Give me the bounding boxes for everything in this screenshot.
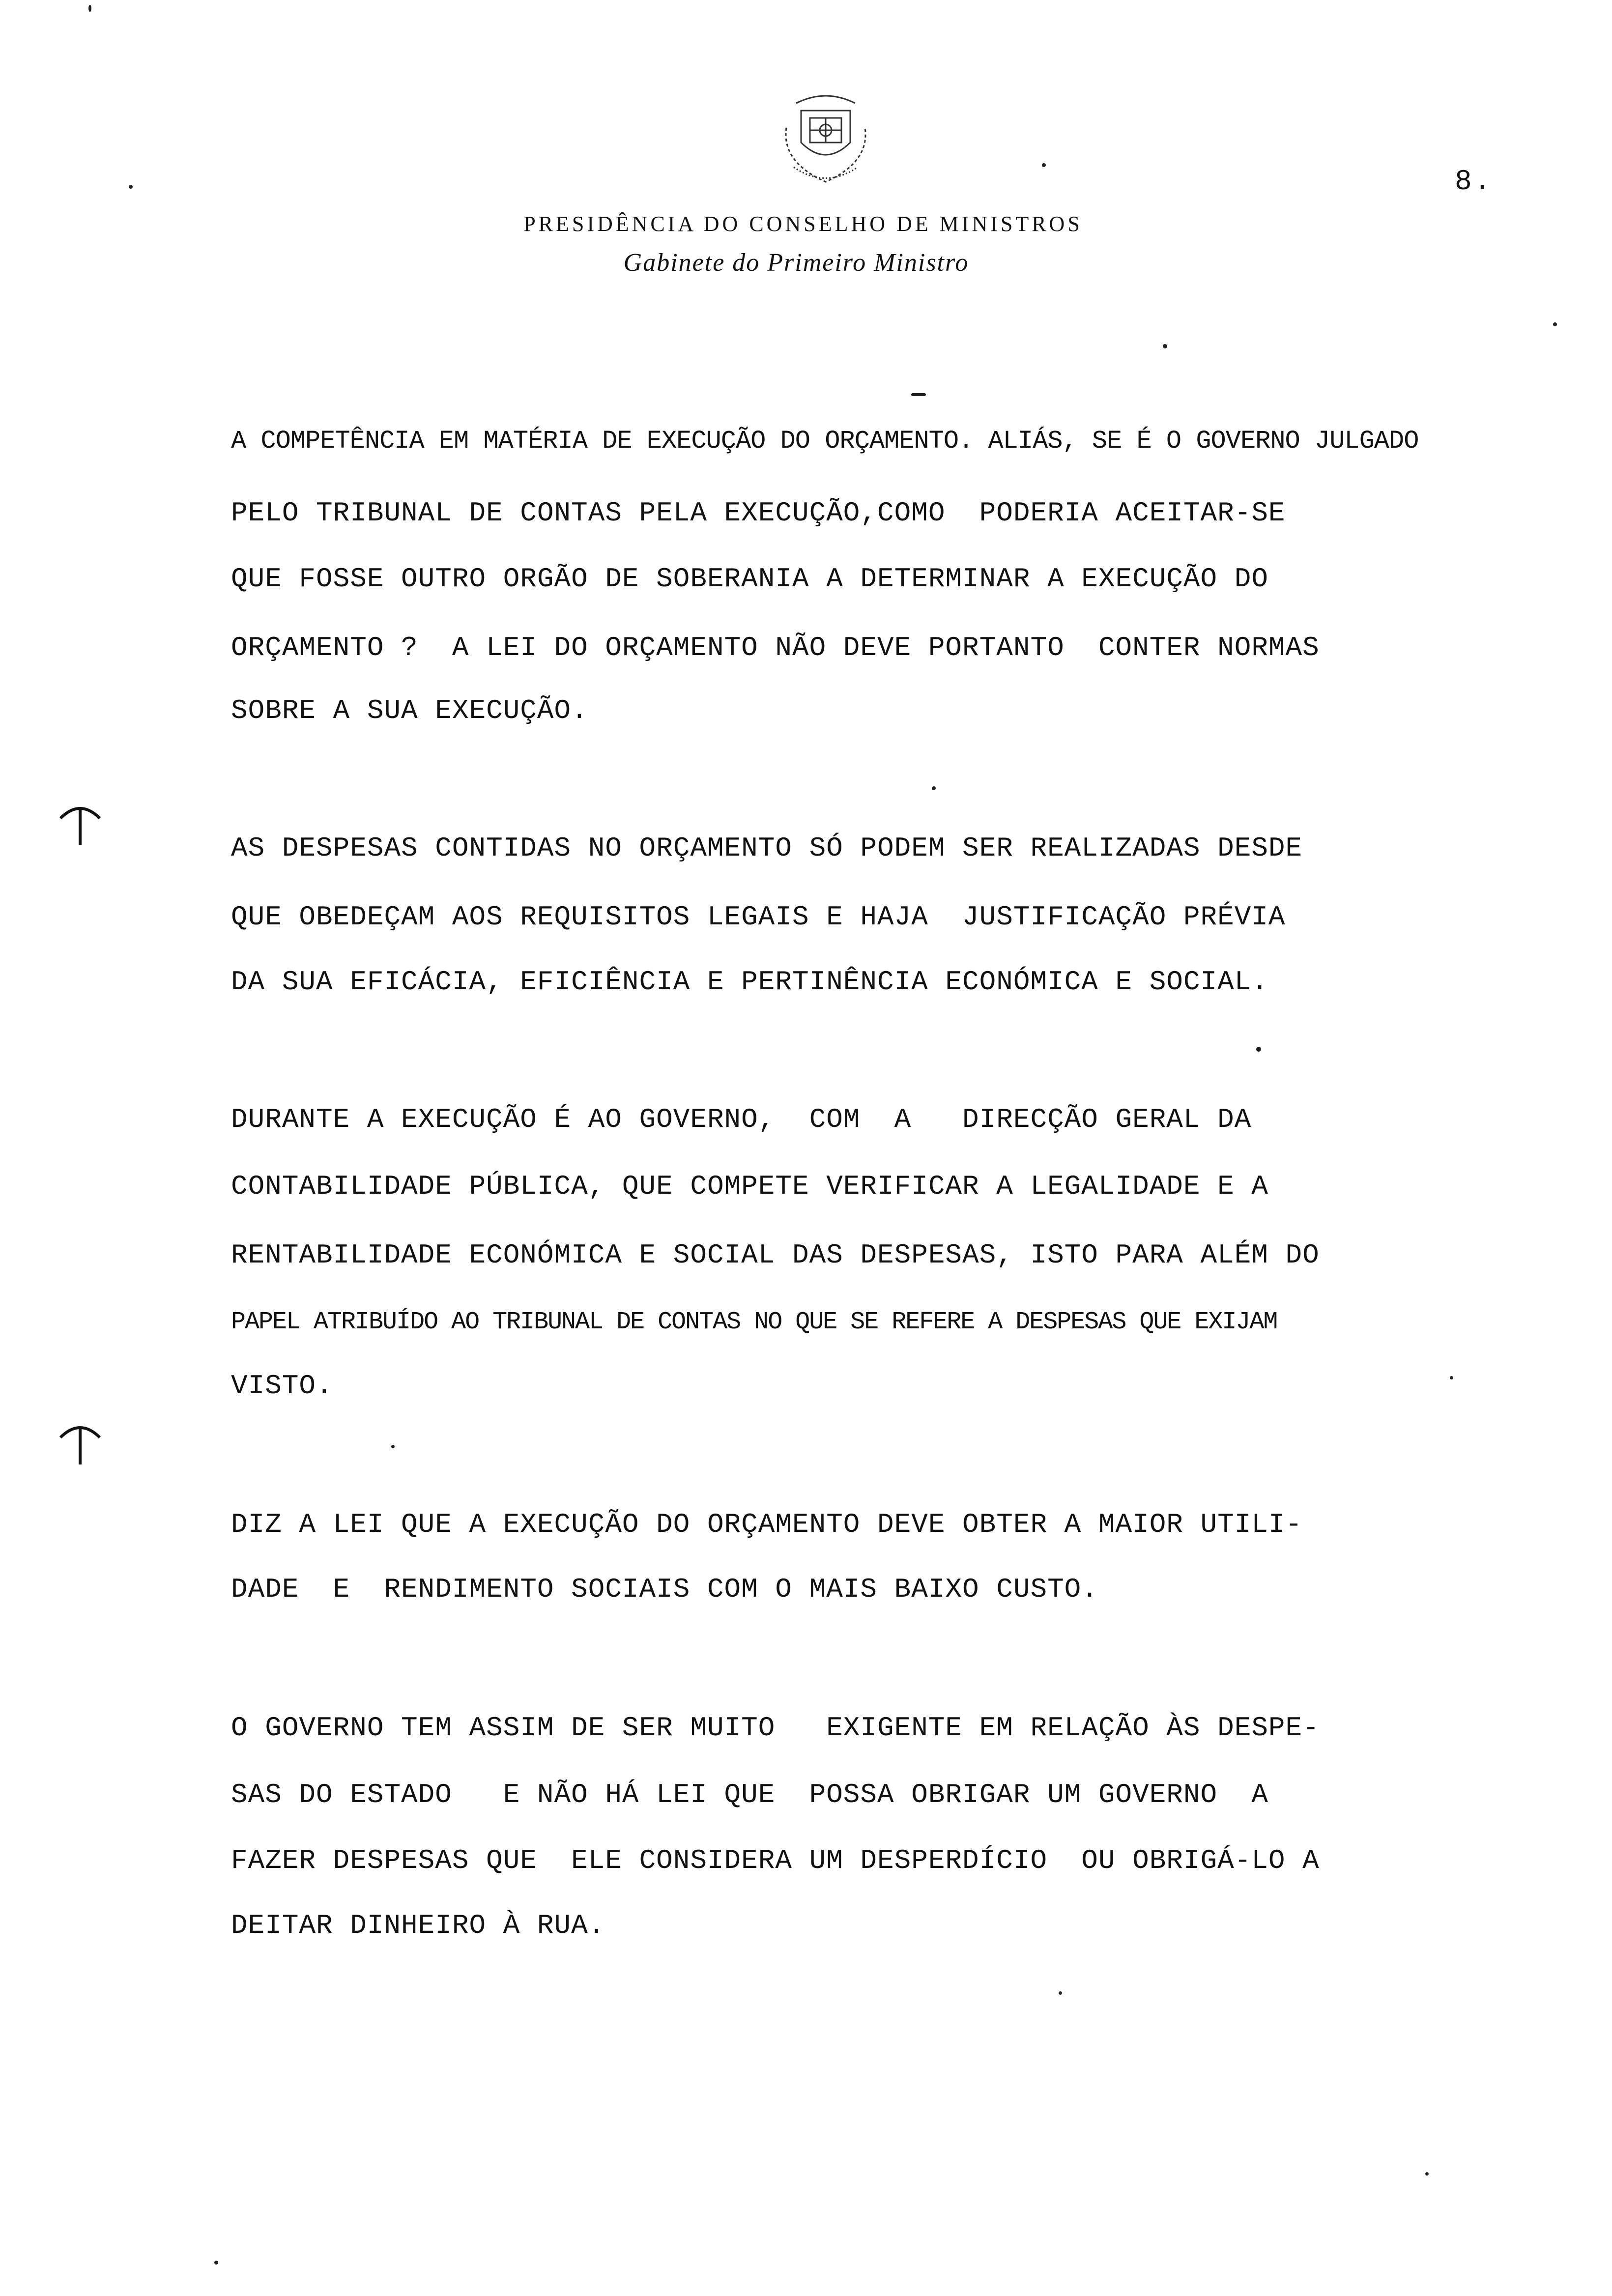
- coat-of-arms-emblem: [767, 84, 885, 201]
- body-line: SAS DO ESTADO E NÃO HÁ LEI QUE POSSA OBRIGAR UM GOVERNO A: [231, 1779, 1268, 1810]
- scan-speck: [1163, 344, 1167, 348]
- body-line: A COMPETÊNCIA EM MATÉRIA DE EXECUÇÃO DO ORÇAMENTO. ALIÁS, SE É O GOVERNO JULGADO: [231, 427, 1419, 456]
- scan-speck: [1042, 163, 1046, 167]
- body-line: DIZ A LEI QUE A EXECUÇÃO DO ORÇAMENTO DEVE OBTER A MAIOR UTILI-: [231, 1509, 1303, 1540]
- scan-speck: [911, 393, 926, 396]
- scan-speck: [932, 786, 936, 790]
- letterhead-title: PRESIDÊNCIA DO CONSELHO DE MINISTROS: [523, 212, 1083, 236]
- body-line: CONTABILIDADE PÚBLICA, QUE COMPETE VERIFICAR A LEGALIDADE E A: [231, 1171, 1268, 1202]
- scan-speck: [214, 2261, 218, 2265]
- scan-speck: [391, 1445, 395, 1448]
- body-line: ORÇAMENTO ? A LEI DO ORÇAMENTO NÃO DEVE PORTANTO CONTER NORMAS: [231, 632, 1320, 663]
- body-line: O GOVERNO TEM ASSIM DE SER MUITO EXIGENTE EM RELAÇÃO ÀS DESPE-: [231, 1712, 1320, 1744]
- scan-speck: [88, 5, 91, 12]
- body-line: VISTO.: [231, 1370, 333, 1402]
- scan-speck: [1553, 322, 1557, 326]
- margin-mark-icon: [53, 1415, 107, 1469]
- margin-mark-icon: [53, 796, 107, 850]
- body-line: PELO TRIBUNAL DE CONTAS PELA EXECUÇÃO,COMO PODERIA ACEITAR-SE: [231, 497, 1286, 529]
- body-line: SOBRE A SUA EXECUÇÃO.: [231, 695, 588, 726]
- body-line: DA SUA EFICÁCIA, EFICIÊNCIA E PERTINÊNCIA ECONÓMICA E SOCIAL.: [231, 966, 1268, 998]
- body-line: AS DESPESAS CONTIDAS NO ORÇAMENTO SÓ PODEM SER REALIZADAS DESDE: [231, 832, 1303, 864]
- body-line: QUE OBEDEÇAM AOS REQUISITOS LEGAIS E HAJA JUSTIFICAÇÃO PRÉVIA: [231, 901, 1286, 933]
- body-line: PAPEL ATRIBUÍDO AO TRIBUNAL DE CONTAS NO QUE SE REFERE A DESPESAS QUE EXIJAM: [231, 1308, 1277, 1336]
- page-number: 8.: [1455, 166, 1493, 198]
- body-line: DURANTE A EXECUÇÃO É AO GOVERNO, COM A DIRECÇÃO GERAL DA: [231, 1104, 1252, 1135]
- scan-speck: [1425, 2172, 1429, 2176]
- body-line: QUE FOSSE OUTRO ORGÃO DE SOBERANIA A DETERMINAR A EXECUÇÃO DO: [231, 563, 1268, 595]
- body-line: DEITAR DINHEIRO À RUA.: [231, 1910, 605, 1941]
- letterhead-subtitle: Gabinete do Primeiro Ministro: [623, 249, 969, 277]
- body-line: RENTABILIDADE ECONÓMICA E SOCIAL DAS DESPESAS, ISTO PARA ALÉM DO: [231, 1239, 1320, 1271]
- scan-speck: [129, 185, 133, 189]
- scan-speck: [1059, 1991, 1062, 1995]
- scan-speck: [1256, 1047, 1261, 1052]
- scan-speck: [1450, 1376, 1453, 1379]
- body-line: DADE E RENDIMENTO SOCIAIS COM O MAIS BAIXO CUSTO.: [231, 1574, 1098, 1605]
- body-line: FAZER DESPESAS QUE ELE CONSIDERA UM DESPERDÍCIO OU OBRIGÁ-LO A: [231, 1845, 1320, 1876]
